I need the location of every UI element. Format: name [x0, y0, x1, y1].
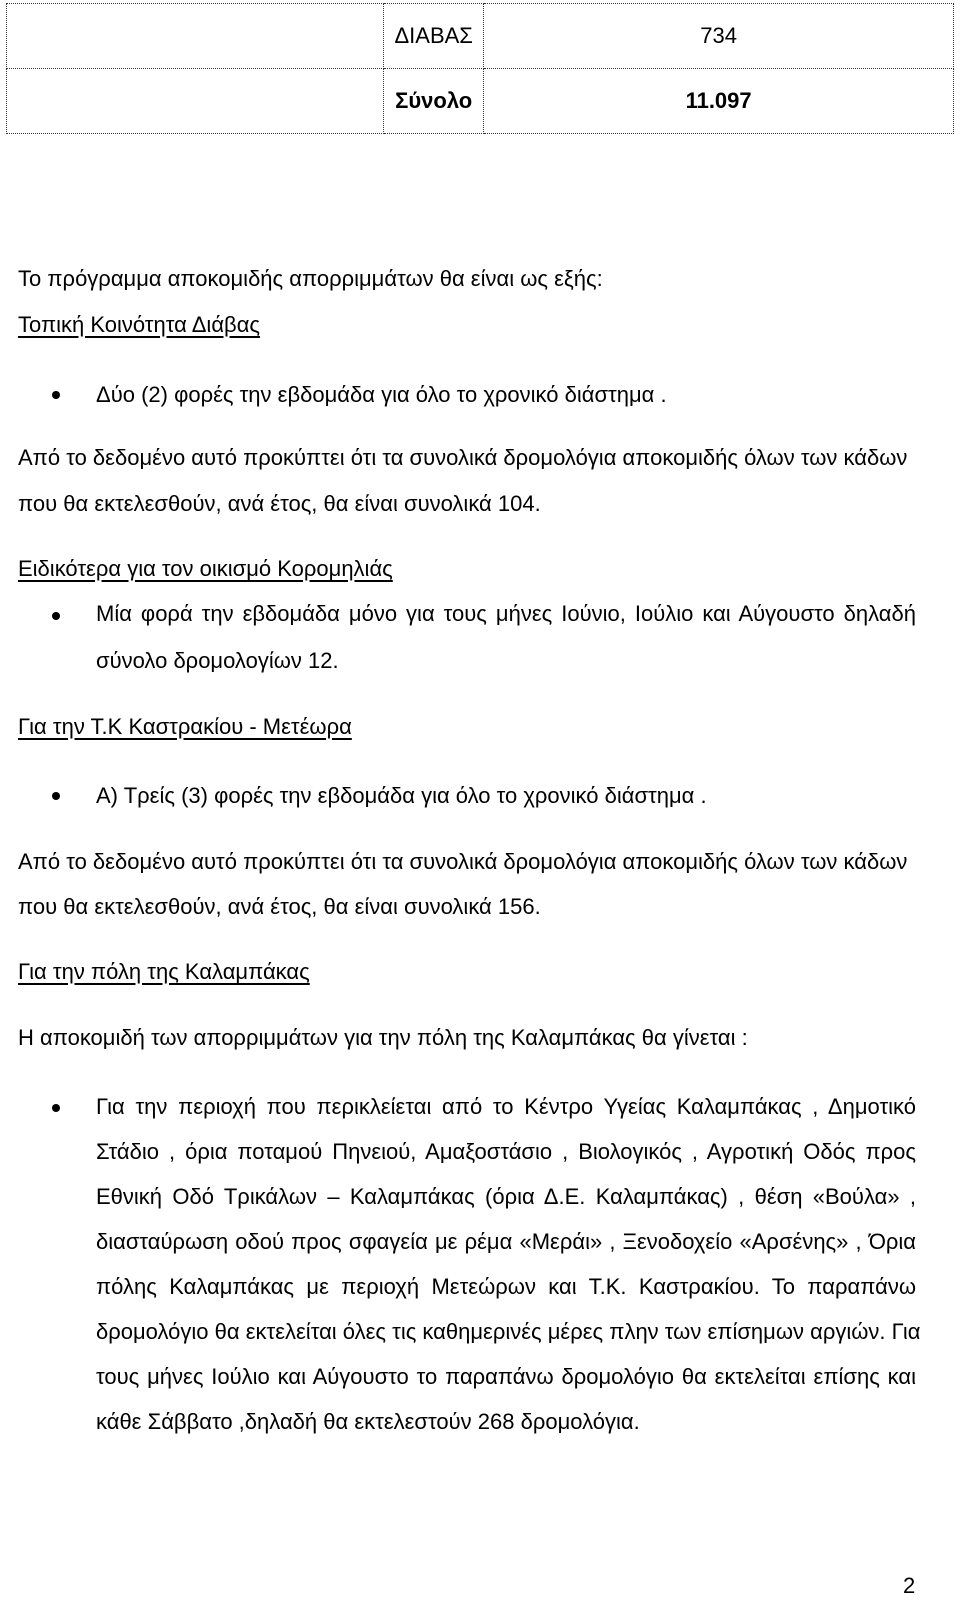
kalampaka-bullet-line: Εθνική Οδό Τρικάλων – Καλαμπάκας (όρια Δ.Ε. Καλαμπάκας) , θέση «Βούλα» ,: [96, 1184, 916, 1209]
kalampaka-bullet-line: πόλης Καλαμπάκας με περιοχή Μετεώρων και Τ.Κ. Καστρακίου. Το παραπάνω: [96, 1274, 916, 1299]
table-row: [7, 4, 954, 69]
koromilia-bullet-line2: σύνολο δρομολογίων 12.: [96, 648, 339, 673]
kastraki-bullet: Α) Τρείς (3) φορές την εβδομάδα για όλο το χρονικό διάστημα .: [96, 783, 707, 808]
page-number: 2: [903, 1573, 916, 1598]
kalampaka-bullet-line: Για την περιοχή που περικλείεται από το Κέντρο Υγείας Καλαμπάκας , Δημοτικό: [96, 1094, 916, 1119]
table-row: [7, 69, 954, 134]
kastraki-paragraph-line1: Από το δεδομένο αυτό προκύπτει ότι τα συνολικά δρομολόγια αποκομιδής όλων των κάδων: [18, 849, 908, 874]
kalampaka-bullet-line: δρομολόγιο θα εκτελείται όλες τις καθημερινές μέρες πλην των επίσημων αργιών. Για: [96, 1319, 921, 1344]
summary-table: [6, 3, 954, 134]
koromilia-bullet-line1: Μία φορά την εβδομάδα μόνο για τους μήνες Ιούνιο, Ιούλιο και Αύγουστο δηλαδή: [96, 601, 916, 626]
bullet-icon: [52, 612, 60, 620]
kalampaka-intro: Η αποκομιδή των απορριμμάτων για την πόλη της Καλαμπάκας θα γίνεται :: [18, 1025, 748, 1050]
kalampaka-bullet-line: κάθε Σάββατο ,δηλαδή θα εκτελεστούν 268 δρομολόγια.: [96, 1409, 640, 1434]
table-cell-label: Σύνολο: [384, 69, 484, 134]
diavas-paragraph-line2: που θα εκτελεσθούν, ανά έτος, θα είναι συνολικά 104.: [18, 491, 541, 516]
kalampaka-bullet-line: Στάδιο , όρια ποταμού Πηνειού, Αμαξοστάσιο , Βιολογικός , Αγροτική Οδός προς: [96, 1139, 916, 1164]
table-cell-empty: [7, 4, 384, 69]
bullet-icon: [52, 391, 60, 399]
kastraki-paragraph-line2: που θα εκτελεσθούν, ανά έτος, θα είναι συνολικά 156.: [18, 894, 541, 919]
table-cell-value: 734: [484, 4, 954, 69]
table-cell-value: 11.097: [484, 69, 954, 134]
bullet-icon: [52, 792, 60, 800]
intro-text: Το πρόγραμμα αποκομιδής απορριμμάτων θα είναι ως εξής:: [18, 266, 603, 291]
kalampaka-bullet-line: τους μήνες Ιούλιο και Αύγουστο το παραπάνω δρομολόγιο θα εκτελείται επίσης και: [96, 1364, 916, 1389]
table-cell-label: ΔΙΑΒΑΣ: [384, 4, 484, 69]
kalampaka-heading: Για την πόλη της Καλαμπάκας: [18, 959, 310, 984]
bullet-icon: [52, 1104, 60, 1112]
diavas-heading: Τοπική Κοινότητα Διάβας: [18, 312, 261, 337]
kastraki-heading: Για την Τ.Κ Καστρακίου - Μετέωρα: [18, 714, 352, 739]
diavas-paragraph-line1: Από το δεδομένο αυτό προκύπτει ότι τα συνολικά δρομολόγια αποκομιδής όλων των κάδων: [18, 445, 908, 470]
diavas-bullet: Δύο (2) φορές την εβδομάδα για όλο το χρονικό διάστημα .: [96, 382, 667, 407]
koromilia-heading: Ειδικότερα για τον οικισμό Κορομηλιάς: [18, 556, 393, 581]
table-cell-empty: [7, 69, 384, 134]
kalampaka-bullet-line: διασταύρωση οδού προς σφαγεία με ρέμα «Μεράι» , Ξενοδοχείο «Αρσένης» , Όρια: [96, 1229, 916, 1254]
